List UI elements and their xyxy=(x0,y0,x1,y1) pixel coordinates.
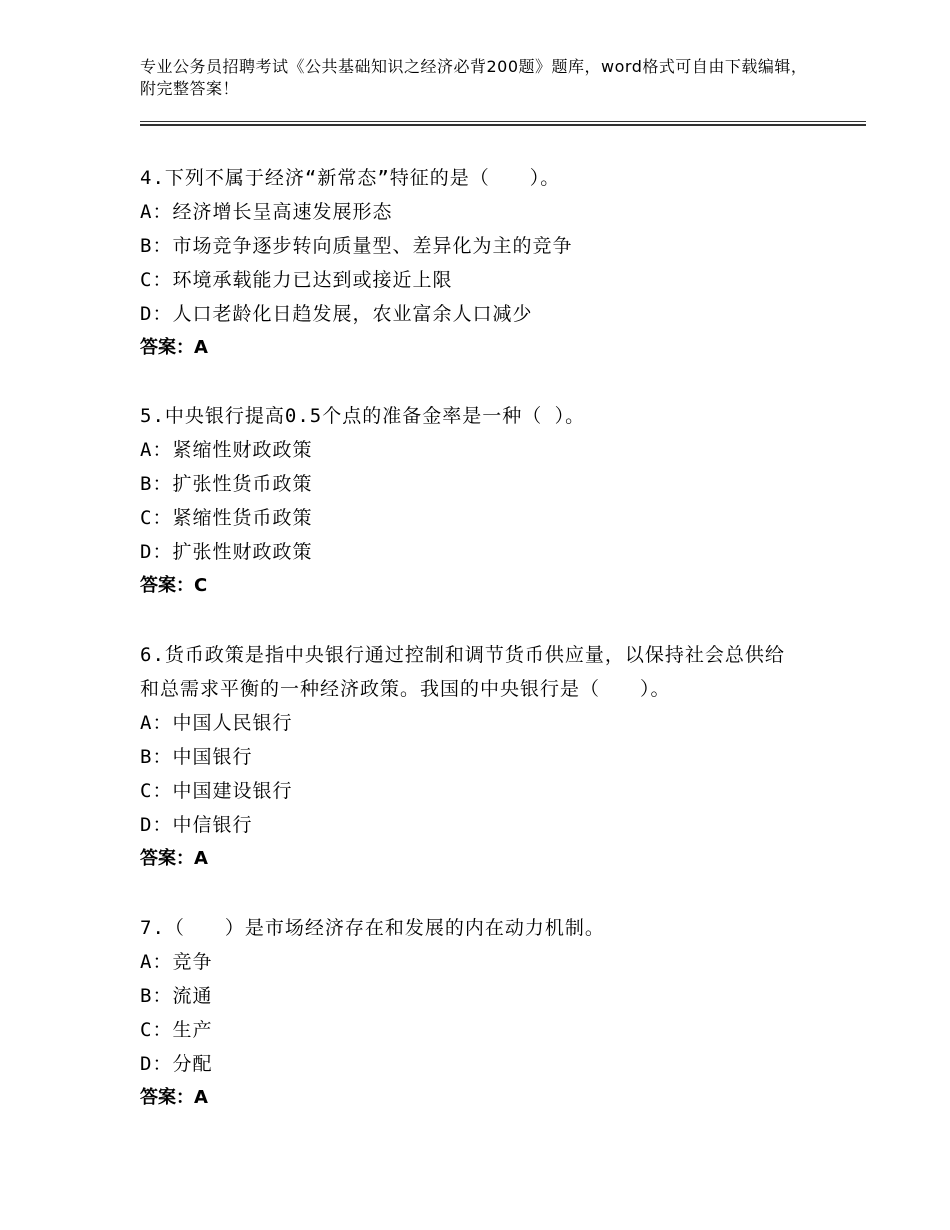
option-a: A：紧缩性财政政策 xyxy=(140,439,313,461)
option-a: A：中国人民银行 xyxy=(140,712,293,734)
answer-label: 答案：A xyxy=(140,848,208,869)
answer-label: 答案：A xyxy=(140,1087,208,1108)
answer-label: 答案：A xyxy=(140,337,208,358)
document-header xyxy=(140,56,820,100)
document-title: 专业公务员招聘考试《公共基础知识之经济必背200题》题库，word格式可自由下载编辑，附完整答案！ xyxy=(140,57,808,98)
question-stem: 6.货币政策是指中央银行通过控制和调节货币供应量，以保持社会总供给和总需求平衡的一种经济政策。我国的中央银行是（ ）。 xyxy=(140,644,785,700)
option-b: B：扩张性货币政策 xyxy=(140,473,313,495)
option-c: C：紧缩性货币政策 xyxy=(140,507,313,529)
question-block xyxy=(140,638,800,876)
option-d: D：人口老龄化日趋发展，农业富余人口减少 xyxy=(140,303,533,325)
option-d: D：分配 xyxy=(140,1053,213,1075)
question-stem: 4.下列不属于经济“新常态”特征的是（ ）。 xyxy=(140,167,561,189)
question-stem: 5.中央银行提高0.5个点的准备金率是一种（ ）。 xyxy=(140,405,586,427)
option-a: A：经济增长呈高速发展形态 xyxy=(140,201,393,223)
question-block xyxy=(140,911,840,1115)
option-d: D：扩张性财政政策 xyxy=(140,541,313,563)
option-b: B：中国银行 xyxy=(140,746,253,768)
question-block xyxy=(140,161,840,365)
option-c: C：环境承载能力已达到或接近上限 xyxy=(140,269,453,291)
option-c: C：生产 xyxy=(140,1019,213,1041)
option-b: B：市场竞争逐步转向质量型、差异化为主的竞争 xyxy=(140,235,573,257)
option-a: A：竞争 xyxy=(140,951,213,973)
option-b: B：流通 xyxy=(140,985,213,1007)
question-stem: 7.（ ）是市场经济存在和发展的内在动力机制。 xyxy=(140,917,605,939)
answer-label: 答案：C xyxy=(140,575,208,596)
header-divider xyxy=(140,121,866,126)
option-c: C：中国建设银行 xyxy=(140,780,293,802)
option-d: D：中信银行 xyxy=(140,814,253,836)
question-block xyxy=(140,399,840,603)
